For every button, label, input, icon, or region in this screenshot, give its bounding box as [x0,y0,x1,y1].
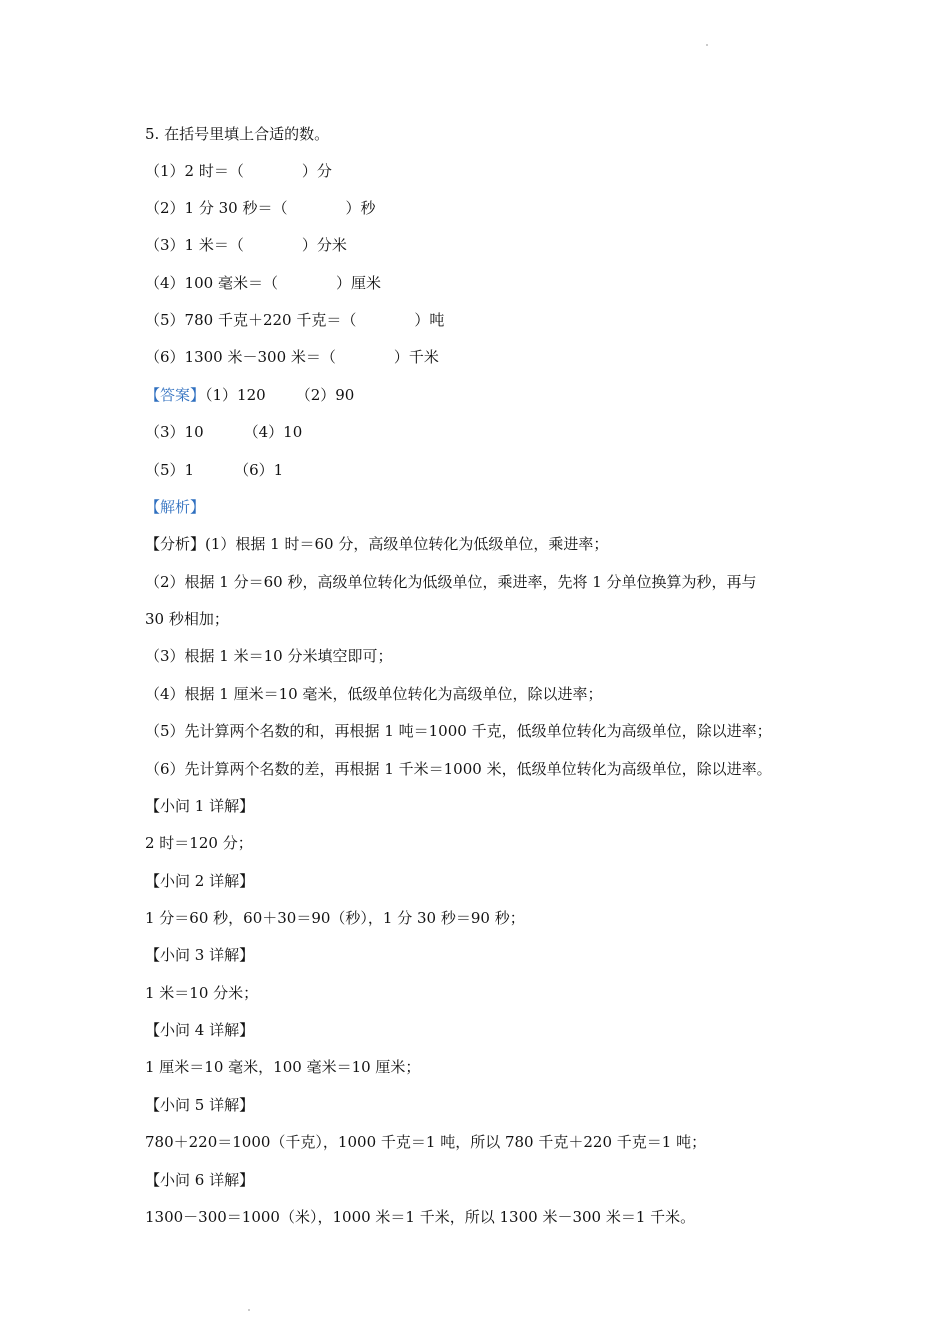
analysis-line-3: 30 秒相加； [145,610,229,628]
detail-text-4: 1 厘米＝10 毫米，100 毫米＝10 厘米； [145,1058,421,1076]
detail-text-1: 2 时＝120 分； [145,834,253,852]
question-title: 5. 在括号里填上合适的数。 [145,125,330,143]
analysis-line-4: （3）根据 1 米＝10 分米填空即可； [145,647,393,665]
answer-row-3 [145,460,283,480]
detail-heading-5: 【小问 5 详解】 [145,1096,255,1114]
analysis-line-1: 【分析】(1）根据 1 时＝60 分，高级单位转化为低级单位，乘进率； [145,535,609,553]
question-item-3: （3）1 米＝（ ）分米 [145,236,347,254]
detail-text-3: 1 米＝10 分米； [145,984,259,1002]
answer-5: （5）1 [145,461,195,479]
detail-heading-3: 【小问 3 详解】 [145,946,255,964]
page-mark-dot-bottom [248,1309,250,1311]
analysis-label: 【解析】 [145,498,206,516]
answer-4: （4）10 [243,423,303,441]
detail-heading-1: 【小问 1 详解】 [145,797,255,815]
question-item-2: （2）1 分 30 秒＝（ ）秒 [145,199,376,217]
answer-3: （3）10 [145,423,204,441]
question-item-5: （5）780 千克＋220 千克＝（ ）吨 [145,311,445,329]
analysis-line-5: （4）根据 1 厘米＝10 毫米，低级单位转化为高级单位，除以进率； [145,685,603,703]
detail-text-6: 1300－300＝1000（米），1000 米＝1 千米，所以 1300 米－300 米＝1 千米。 [145,1208,696,1226]
answer-1: （1）120 [205,386,266,404]
answer-2: （2）90 [295,386,355,404]
analysis-line-6: （5）先计算两个名数的和，再根据 1 吨＝1000 千克，低级单位转化为高级单位，除以进率； [145,722,772,740]
page-mark-dot-top [706,44,708,46]
answer-label: 【答案】 [145,386,206,404]
detail-heading-4: 【小问 4 详解】 [145,1021,255,1039]
analysis-line-2: （2）根据 1 分＝60 秒，高级单位转化为低级单位，乘进率，先将 1 分单位换算为秒，再与 [145,573,757,591]
detail-text-5: 780＋220＝1000（千克），1000 千克＝1 吨，所以 780 千克＋220 千克＝1 吨； [145,1133,707,1151]
answer-row-1 [145,385,354,405]
answer-6: （6）1 [234,461,284,479]
detail-heading-6: 【小问 6 详解】 [145,1171,255,1189]
question-item-1: （1）2 时＝（ ）分 [145,162,332,180]
detail-text-2: 1 分＝60 秒，60＋30＝90（秒），1 分 30 秒＝90 秒； [145,909,525,927]
answer-row-2 [145,422,302,442]
analysis-line-7: （6）先计算两个名数的差，再根据 1 千米＝1000 米，低级单位转化为高级单位，除以进率。 [145,760,772,778]
question-item-6: （6）1300 米－300 米＝（ ）千米 [145,348,439,366]
question-item-4: （4）100 毫米＝（ ）厘米 [145,274,381,292]
detail-heading-2: 【小问 2 详解】 [145,872,255,890]
